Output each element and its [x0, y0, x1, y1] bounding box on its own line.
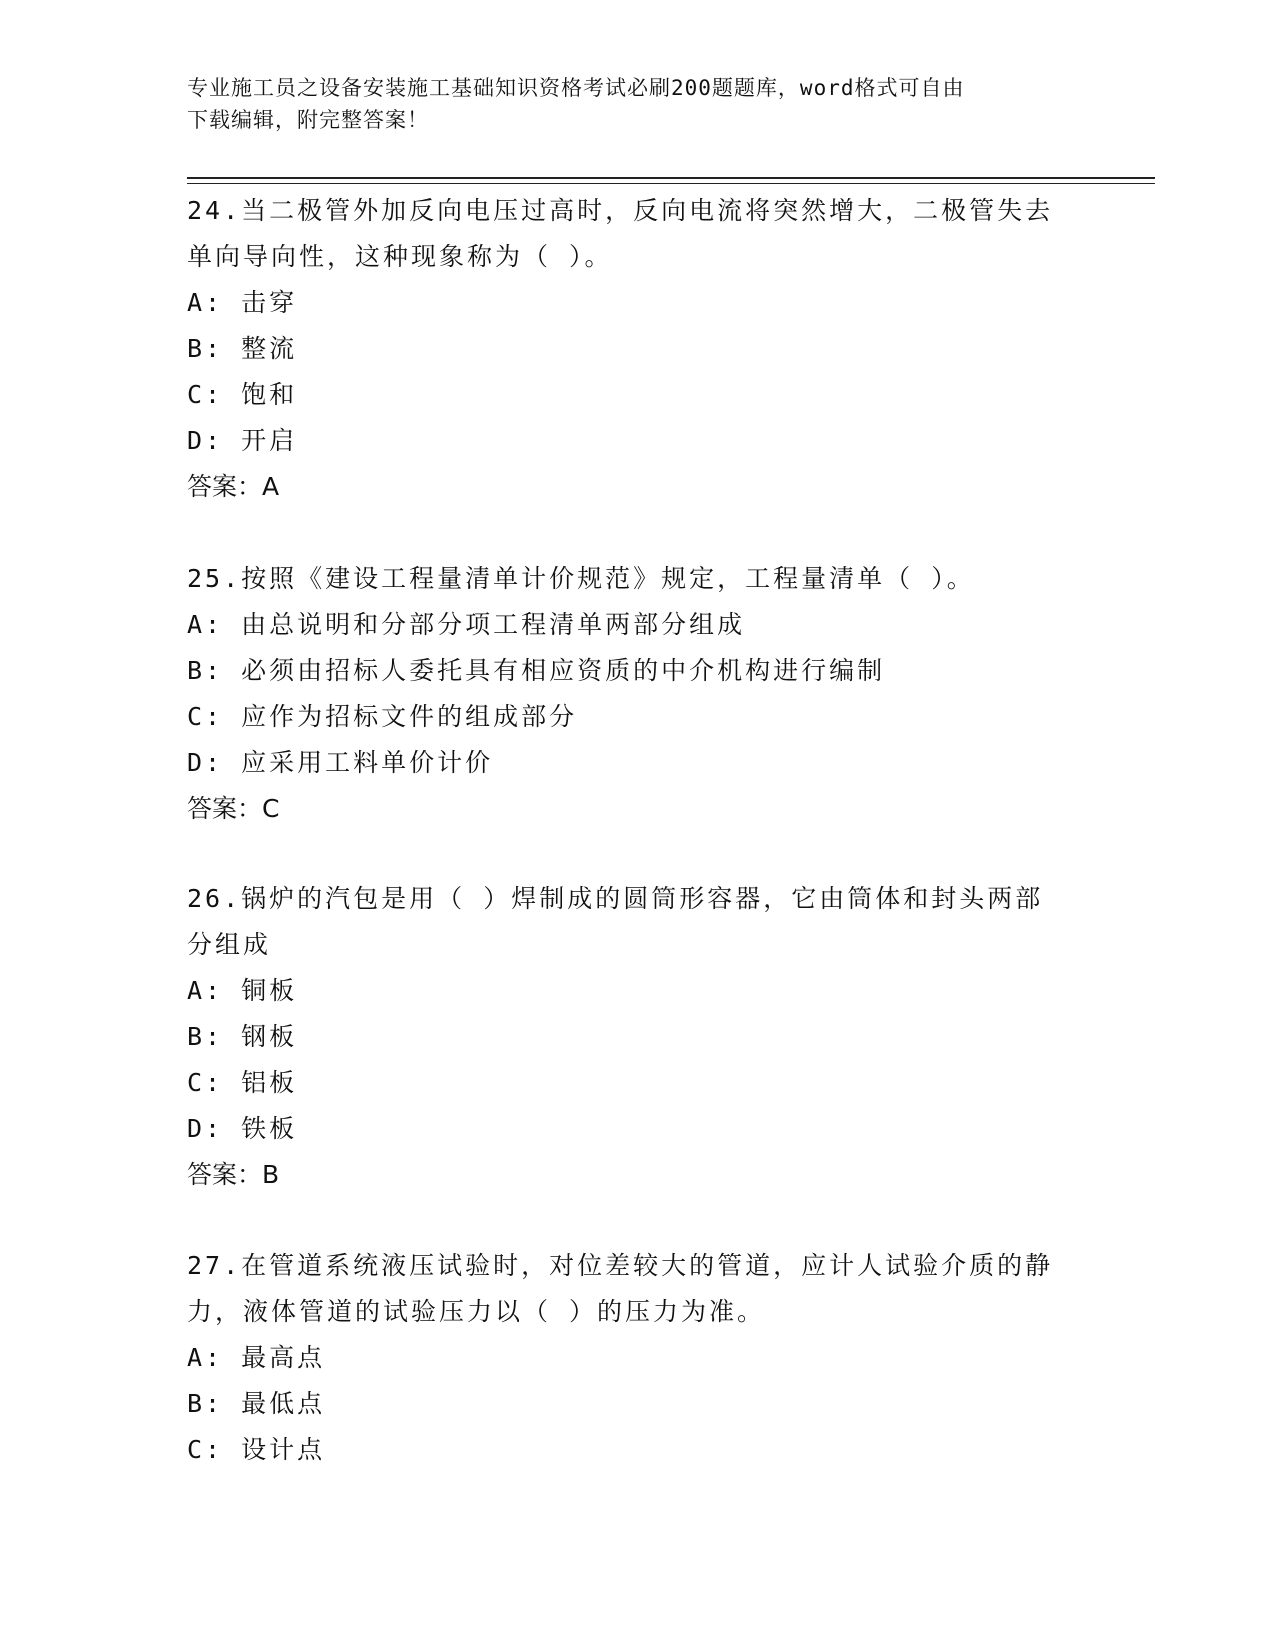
- option-a: A: 最高点: [187, 1343, 326, 1372]
- option-d: D: 开启: [187, 426, 298, 455]
- document-header: [187, 72, 1087, 136]
- question-27: [187, 1243, 1087, 1473]
- option-a: A: 铜板: [187, 976, 298, 1005]
- answer: 答案：C: [187, 794, 280, 823]
- question-text-line: 力，液体管道的试验压力以（ ）的压力为准。: [187, 1297, 766, 1326]
- option-d: D: 铁板: [187, 1114, 298, 1143]
- question-text-line: 单向导向性，这种现象称为（ ）。: [187, 242, 613, 271]
- option-b: B: 必须由招标人委托具有相应资质的中介机构进行编制: [187, 656, 886, 685]
- question-text-line: 25.按照《建设工程量清单计价规范》规定，工程量清单（ ）。: [187, 564, 975, 593]
- header-divider-thin: [187, 183, 1155, 184]
- question-text-line: 26.锅炉的汽包是用（ ）焊制成的圆筒形容器，它由筒体和封头两部: [187, 884, 1044, 913]
- option-d: D: 应采用工料单价计价: [187, 748, 494, 777]
- question-25: [187, 556, 1087, 832]
- header-divider-thick: [187, 177, 1155, 179]
- question-24: [187, 188, 1087, 510]
- option-a: A: 击穿: [187, 288, 298, 317]
- option-b: B: 整流: [187, 334, 298, 363]
- question-26: [187, 876, 1087, 1198]
- option-c: C: 应作为招标文件的组成部分: [187, 702, 578, 731]
- option-a: A: 由总说明和分部分项工程清单两部分组成: [187, 610, 746, 639]
- option-c: C: 饱和: [187, 380, 298, 409]
- option-c: C: 铝板: [187, 1068, 298, 1097]
- header-line-1: 专业施工员之设备安装施工基础知识资格考试必刷200题题库，word格式可自由: [187, 76, 965, 100]
- answer: 答案：A: [187, 472, 280, 501]
- option-b: B: 钢板: [187, 1022, 298, 1051]
- answer: 答案：B: [187, 1160, 280, 1189]
- question-text-line: 24.当二极管外加反向电压过高时，反向电流将突然增大，二极管失去: [187, 196, 1054, 225]
- question-text-line: 分组成: [187, 930, 272, 959]
- question-text-line: 27.在管道系统液压试验时，对位差较大的管道，应计人试验介质的静: [187, 1251, 1054, 1280]
- header-line-2: 下载编辑，附完整答案！: [187, 108, 429, 132]
- option-c: C: 设计点: [187, 1435, 326, 1464]
- option-b: B: 最低点: [187, 1389, 326, 1418]
